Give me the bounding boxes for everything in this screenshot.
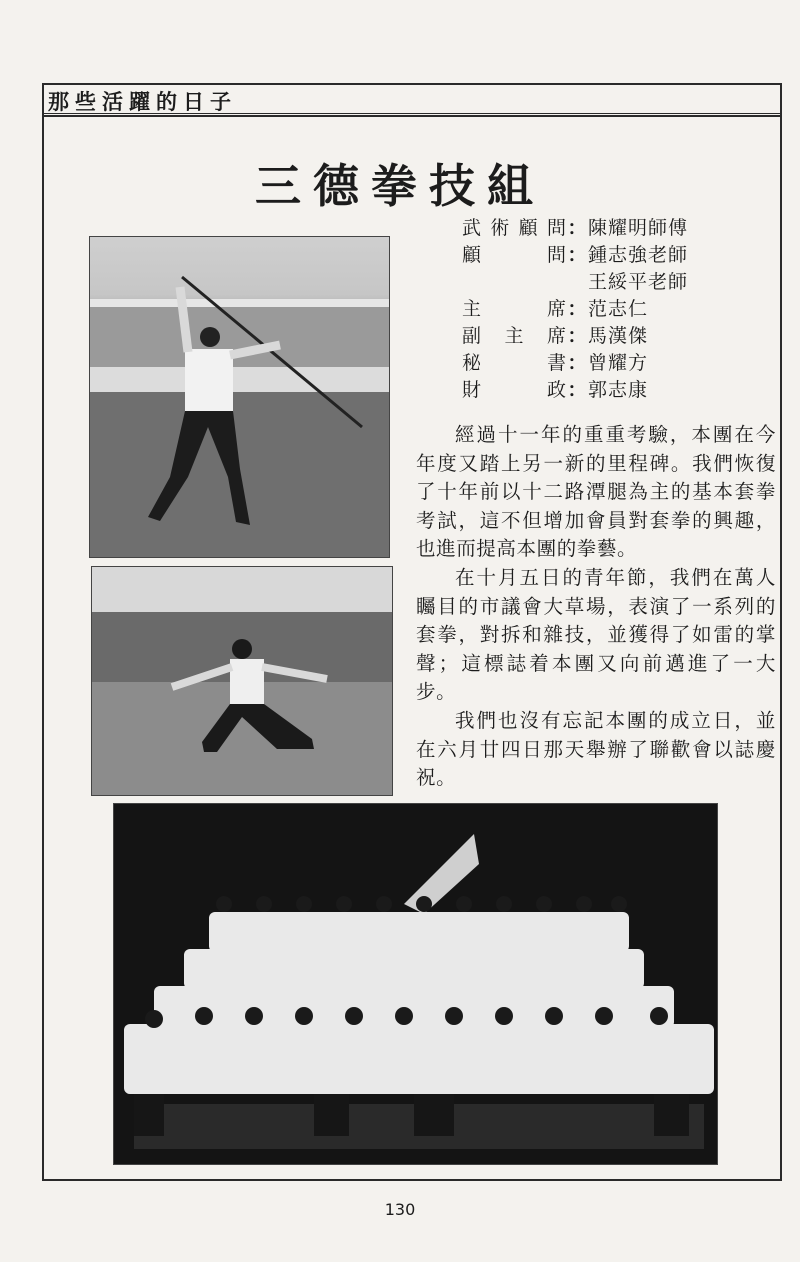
paragraph-1: 經過十一年的重重考驗，本團在今年度又踏上另一新的里程碑。我們恢復了十年前以十二路潭腿為主的基本套拳考試，這不但增加會員對套拳的興趣，也進而提高本團的拳藝。 (416, 423, 776, 561)
header-title: 那些活躍的日子 (48, 89, 237, 114)
officer-role-char: 政 (546, 379, 566, 401)
officer-role-char: 術 (490, 217, 510, 239)
officer-role (462, 215, 566, 242)
officer-role-char: 主 (462, 298, 482, 320)
officer-role-char: 席 (546, 298, 566, 320)
officer-role-char: 秘 (462, 352, 482, 374)
photo-group-portrait (113, 803, 718, 1165)
paragraph-2: 在十月五日的青年節，我們在萬人矚目的市議會大草場，表演了一系列的套拳，對拆和雜技，並獲得了如雷的掌聲；這標誌着本團又向前邁進了一大步。 (416, 565, 776, 704)
officer-row: 秘 書 ： 曾耀方 (462, 350, 688, 377)
officer-role (462, 377, 566, 404)
page-number: 130 (384, 1200, 416, 1219)
officer-row: 武 術 顧 問 ： 陳耀明師傅 (462, 215, 688, 242)
officer-row: 財 政 ： 郭志康 (462, 377, 688, 404)
officer-role-char: 顧 (462, 244, 482, 266)
officer-name: 陳耀明師傅 (588, 217, 689, 239)
officer-role (462, 296, 566, 323)
article-body (416, 421, 776, 793)
officer-name: 郭志康 (588, 379, 649, 401)
officer-role (462, 323, 566, 350)
officer-name: 曾耀方 (588, 352, 649, 374)
officer-row: 顧 問 ： 鍾志強老師 王綏平老師 (462, 242, 688, 296)
paragraph-3: 我們也沒有忘記本團的成立日，並在六月廿四日那天舉辦了聯歡會以誌慶祝。 (416, 708, 776, 790)
officer-role-char: 顧 (518, 217, 538, 239)
officer-role-char: 問 (546, 217, 566, 239)
officer-role-char: 書 (546, 352, 566, 374)
officer-row: 主 席 ： 范志仁 (462, 296, 688, 323)
page-title: 三德拳技組 (255, 159, 545, 213)
officer-name: 馬漢傑 (588, 325, 649, 347)
officer-role-char: 副 (462, 325, 482, 347)
officer-role (462, 242, 566, 296)
officer-name: 鍾志強老師 (588, 244, 689, 266)
officer-list (462, 215, 688, 404)
officer-role (462, 350, 566, 377)
officer-role-char: 財 (462, 379, 482, 401)
officer-name: 范志仁 (588, 298, 649, 320)
officer-role-char: 主 (504, 325, 524, 347)
officer-role-char: 武 (462, 217, 482, 239)
officer-role-char: 問 (546, 244, 566, 266)
officer-name: 王綏平老師 (588, 271, 689, 293)
photo-staff-performance (89, 236, 390, 558)
officer-role-char: 席 (546, 325, 566, 347)
photo-stance-performance (91, 566, 393, 796)
officer-row: 副 主 席 ： 馬漢傑 (462, 323, 688, 350)
